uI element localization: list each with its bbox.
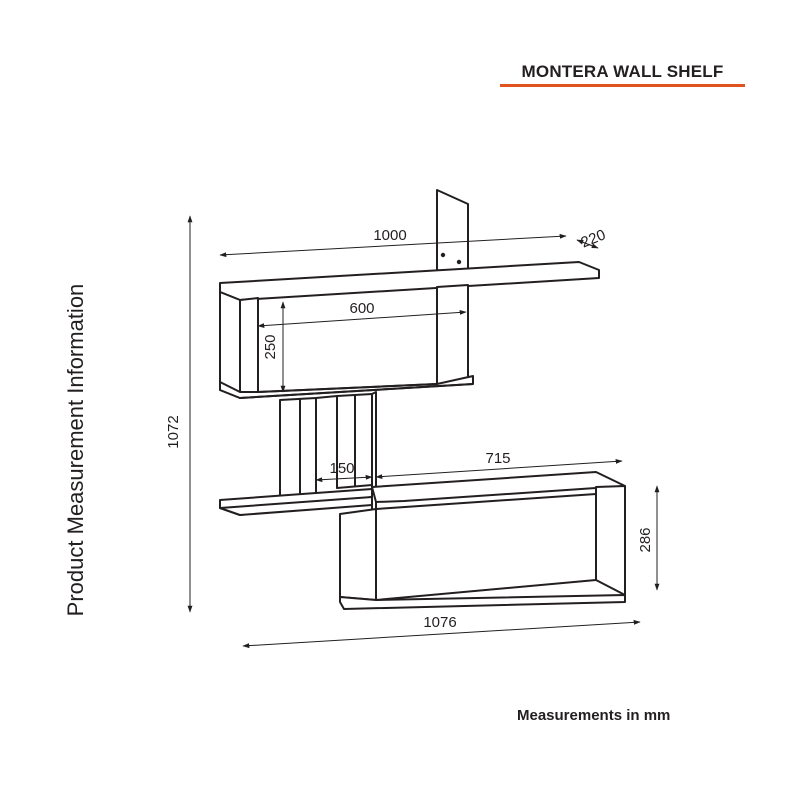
middle-panel-left <box>280 398 316 502</box>
dim-total-height: 1072 <box>165 415 182 449</box>
mount-hole-1 <box>441 253 445 257</box>
page-title: MONTERA WALL SHELF <box>521 62 724 81</box>
shelf-drawing <box>220 190 625 609</box>
dim-width-top: 1000 <box>373 227 407 244</box>
dim-inner-height: 250 <box>262 334 279 360</box>
lower-box-top <box>372 472 625 502</box>
top-shelf-board <box>220 262 599 300</box>
dim-depth: 220 <box>578 226 609 252</box>
dim-total-width: 1076 <box>423 614 457 631</box>
lower-box-bottom <box>340 595 625 609</box>
side-label: Product Measurement Information <box>63 283 88 617</box>
units-note: Measurements in mm <box>517 707 671 724</box>
dim-divider: 150 <box>329 460 355 477</box>
dim-lower-height: 286 <box>637 527 654 553</box>
upper-box-left <box>220 292 240 398</box>
top-vertical-panel <box>437 190 468 278</box>
mount-hole-2 <box>457 260 461 264</box>
upper-box-inner-left <box>240 298 258 398</box>
dim-lower-width: 715 <box>485 450 511 467</box>
lower-box-left <box>340 509 376 600</box>
upper-box-right <box>437 285 468 384</box>
dim-inner-width: 600 <box>349 300 375 317</box>
lower-box-right <box>596 486 625 595</box>
